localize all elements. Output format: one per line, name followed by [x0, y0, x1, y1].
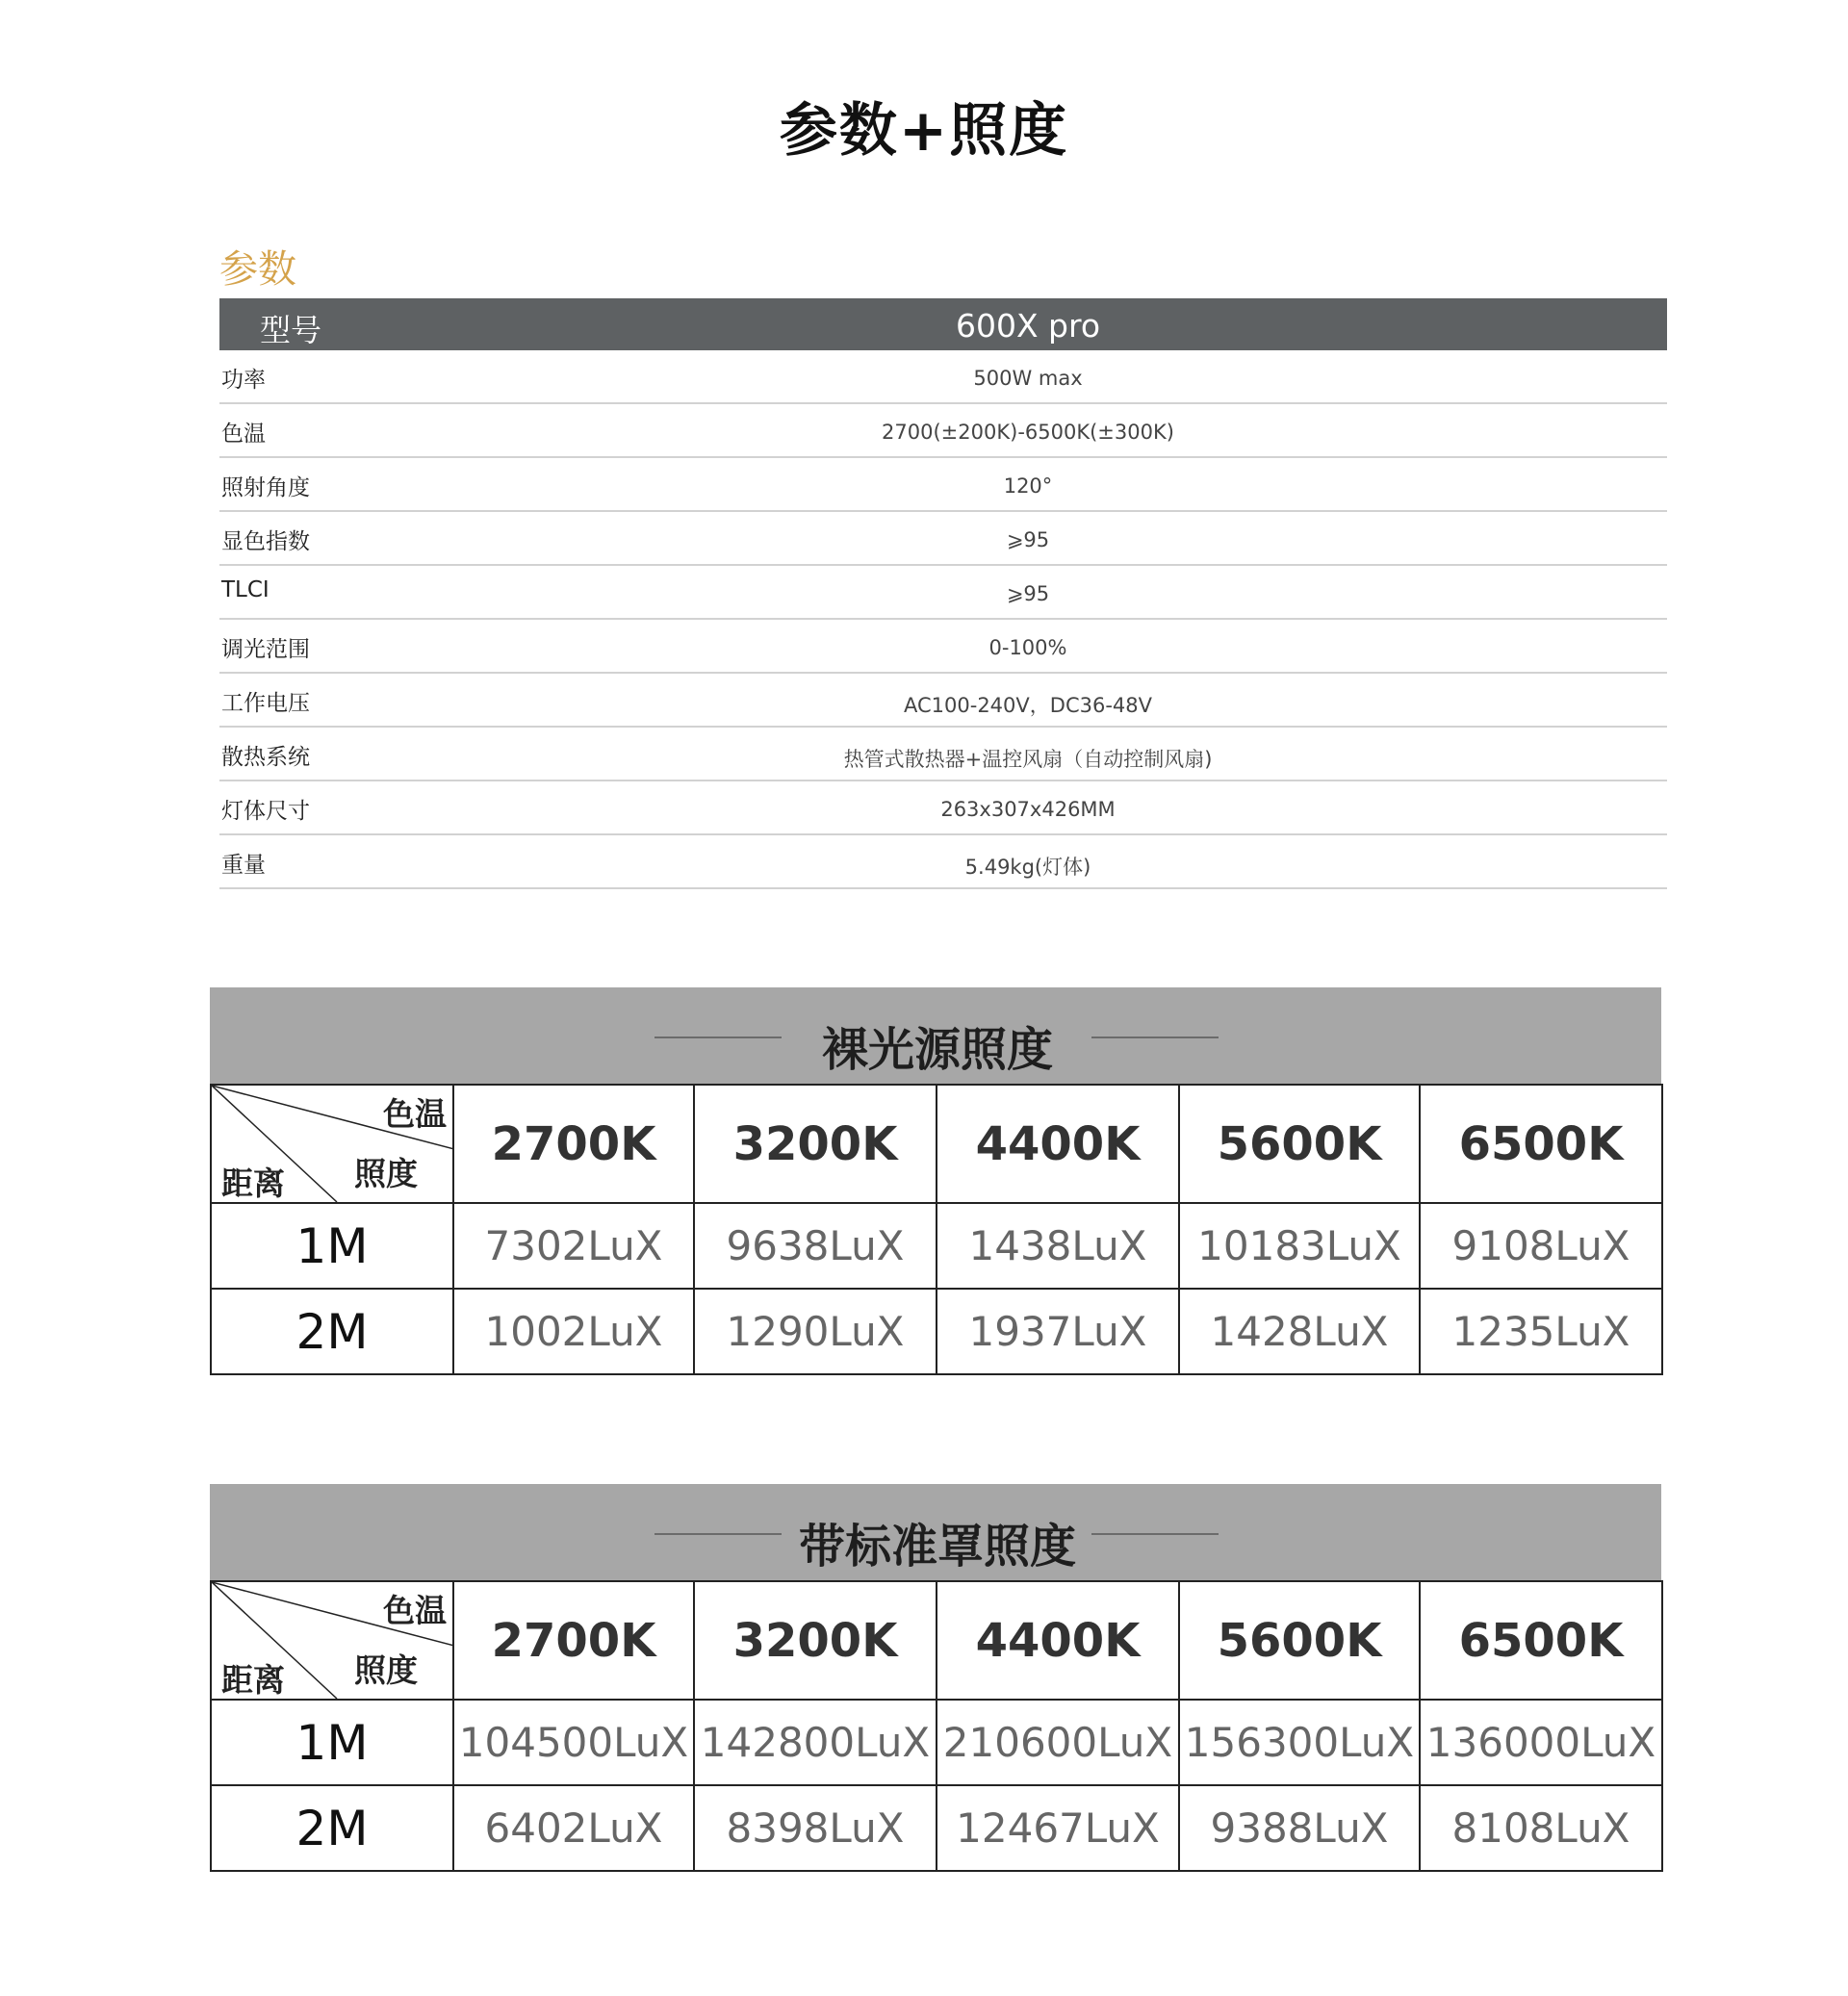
- spec-key: 照射角度: [221, 475, 310, 500]
- bare-illuminance-block: [210, 987, 1661, 1375]
- distance-label: 距离: [221, 1164, 285, 1202]
- temp-header: 5600K: [1179, 1085, 1420, 1203]
- spec-value: ⩾95: [1006, 582, 1050, 605]
- temp-header: 3200K: [694, 1085, 937, 1203]
- lux-cell: 1290LuX: [694, 1289, 937, 1374]
- lux-cell: 9388LuX: [1179, 1785, 1420, 1871]
- table-header-row: [211, 1581, 1662, 1700]
- spec-value: AC100-240V，DC36-48V: [904, 694, 1152, 717]
- spec-row: [219, 512, 1667, 566]
- divider-line: [1091, 1533, 1219, 1535]
- spec-key: TLCI: [221, 577, 270, 602]
- bare-illuminance-banner: [210, 987, 1661, 1084]
- spec-value: 5.49kg(灯体): [964, 856, 1091, 879]
- spec-value: ⩾95: [1006, 528, 1050, 551]
- distance-label: 距离: [221, 1661, 285, 1699]
- diagonal-header-cell: [211, 1085, 453, 1203]
- temp-header: 6500K: [1420, 1581, 1662, 1700]
- spec-header: [219, 298, 1667, 350]
- spec-table: [219, 298, 1667, 889]
- spec-key: 色温: [221, 422, 266, 447]
- spec-key: 重量: [221, 853, 266, 878]
- lux-cell: 210600LuX: [937, 1700, 1179, 1785]
- table-row: [211, 1203, 1662, 1289]
- spec-key: 调光范围: [221, 637, 310, 662]
- spec-key: 显色指数: [221, 529, 310, 554]
- temp-header: 3200K: [694, 1581, 937, 1700]
- spec-row: [219, 674, 1667, 728]
- lux-cell: 8398LuX: [694, 1785, 937, 1871]
- spec-key: 灯体尺寸: [221, 799, 310, 824]
- color-temp-label: 色温: [383, 1095, 447, 1133]
- lux-cell: 1235LuX: [1420, 1289, 1662, 1374]
- bare-illuminance-title: 裸光源照度: [821, 1023, 1053, 1077]
- spec-row: [219, 781, 1667, 835]
- lux-cell: 142800LuX: [694, 1700, 937, 1785]
- spec-value: 120°: [1003, 474, 1053, 498]
- temp-header: 2700K: [453, 1085, 694, 1203]
- spec-header-value: 600X pro: [955, 307, 1101, 345]
- lux-cell: 7302LuX: [453, 1203, 694, 1289]
- bare-illuminance-table: [210, 1084, 1663, 1375]
- spec-key: 工作电压: [221, 691, 310, 716]
- spec-row: [219, 835, 1667, 889]
- distance-cell: 2M: [211, 1289, 453, 1374]
- reflector-illuminance-title: 带标准罩照度: [798, 1520, 1076, 1574]
- temp-header: 4400K: [937, 1085, 1179, 1203]
- spec-header-key: 型号: [260, 312, 322, 348]
- spec-key: 散热系统: [221, 745, 310, 770]
- spec-row: [219, 728, 1667, 781]
- lux-cell: 1438LuX: [937, 1203, 1179, 1289]
- distance-cell: 1M: [211, 1700, 453, 1785]
- illuminance-label: 照度: [354, 1155, 418, 1192]
- table-row: [211, 1289, 1662, 1374]
- reflector-illuminance-block: [210, 1484, 1661, 1872]
- lux-cell: 12467LuX: [937, 1785, 1179, 1871]
- table-row: [211, 1785, 1662, 1871]
- reflector-illuminance-table: [210, 1580, 1663, 1872]
- lux-cell: 10183LuX: [1179, 1203, 1420, 1289]
- spec-row: [219, 404, 1667, 458]
- reflector-illuminance-banner: [210, 1484, 1661, 1580]
- divider-line: [1091, 1036, 1219, 1038]
- temp-header: 4400K: [937, 1581, 1179, 1700]
- lux-cell: 1002LuX: [453, 1289, 694, 1374]
- temp-header: 5600K: [1179, 1581, 1420, 1700]
- lux-cell: 1937LuX: [937, 1289, 1179, 1374]
- section-title: 参数: [219, 247, 296, 292]
- lux-cell: 156300LuX: [1179, 1700, 1420, 1785]
- temp-header: 6500K: [1420, 1085, 1662, 1203]
- spec-row: [219, 620, 1667, 674]
- spec-value: 0-100%: [988, 636, 1067, 659]
- spec-value: 2700(±200K)-6500K(±300K): [882, 421, 1174, 444]
- lux-cell: 9638LuX: [694, 1203, 937, 1289]
- diagonal-header-cell: [211, 1581, 453, 1700]
- lux-cell: 104500LuX: [453, 1700, 694, 1785]
- distance-cell: 1M: [211, 1203, 453, 1289]
- table-row: [211, 1700, 1662, 1785]
- lux-cell: 9108LuX: [1420, 1203, 1662, 1289]
- lux-cell: 1428LuX: [1179, 1289, 1420, 1374]
- table-header-row: [211, 1085, 1662, 1203]
- lux-cell: 136000LuX: [1420, 1700, 1662, 1785]
- lux-cell: 6402LuX: [453, 1785, 694, 1871]
- spec-value: 263x307x426MM: [940, 798, 1116, 821]
- spec-row: [219, 458, 1667, 512]
- spec-row: [219, 566, 1667, 620]
- spec-key: 功率: [221, 368, 266, 393]
- spec-value: 500W max: [973, 367, 1083, 390]
- distance-cell: 2M: [211, 1785, 453, 1871]
- spec-value: 热管式散热器+温控风扇（自动控制风扇): [843, 748, 1213, 771]
- color-temp-label: 色温: [383, 1592, 447, 1629]
- temp-header: 2700K: [453, 1581, 694, 1700]
- illuminance-label: 照度: [354, 1651, 418, 1689]
- lux-cell: 8108LuX: [1420, 1785, 1662, 1871]
- spec-row: [219, 350, 1667, 404]
- page-title: 参数+照度: [779, 97, 1069, 165]
